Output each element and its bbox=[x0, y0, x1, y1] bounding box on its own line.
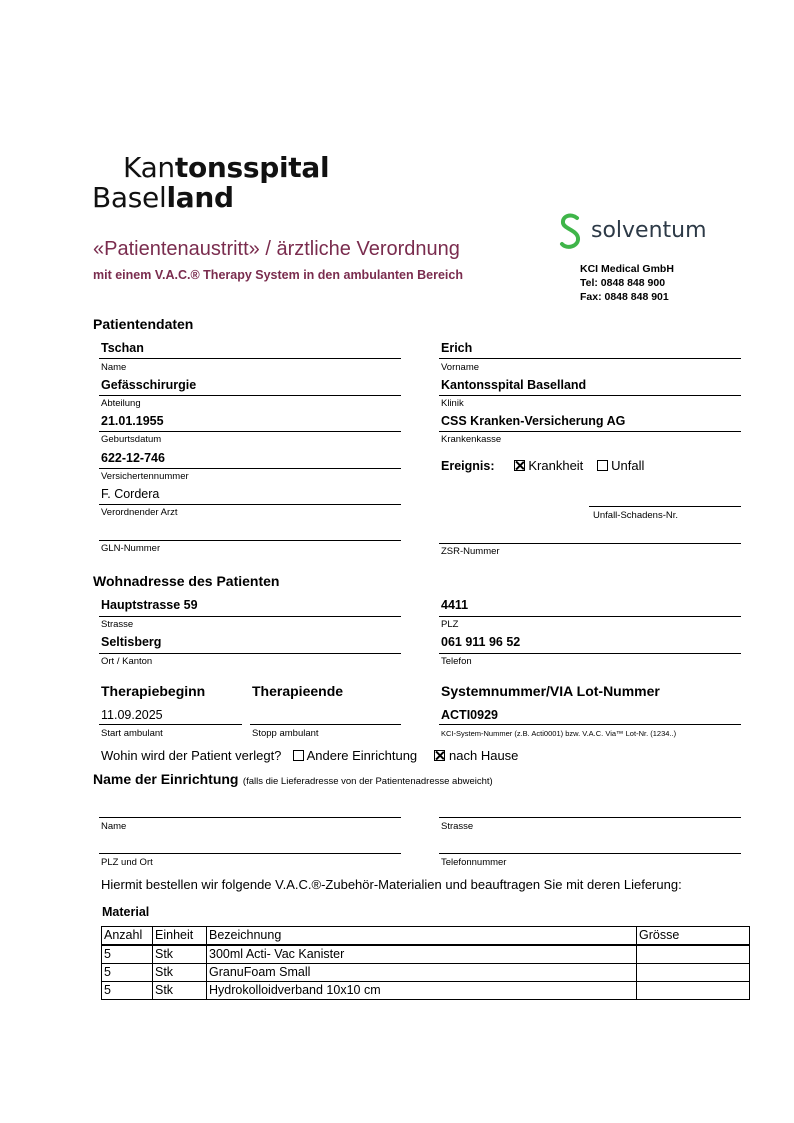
label-zsr: ZSR-Nummer bbox=[441, 546, 500, 557]
cell-groesse[interactable] bbox=[637, 964, 750, 982]
cell-bezeichnung[interactable]: GranuFoam Small bbox=[207, 964, 637, 982]
label-krankenkasse: Krankenkasse bbox=[441, 434, 502, 445]
telefon-value[interactable]: 061 911 96 52 bbox=[441, 635, 521, 649]
label-klinik: Klinik bbox=[441, 398, 464, 409]
cell-anzahl[interactable]: 5 bbox=[102, 982, 153, 1000]
label-versichertennummer: Versichertennummer bbox=[101, 471, 189, 482]
andere-einrichtung-label: Andere Einrichtung bbox=[306, 748, 418, 763]
label-unfall-nr: Unfall-Schadens-Nr. bbox=[593, 510, 679, 521]
beginn-value[interactable]: 11.09.2025 bbox=[101, 708, 163, 722]
label-system: KCI-System-Nummer (z.B. Acti0001) bzw. V.A.C. Via™ Lot-Nr. (1234..) bbox=[441, 729, 677, 738]
versichertennummer-value[interactable]: 622-12-746 bbox=[101, 451, 165, 465]
geburtsdatum-value[interactable]: 21.01.1955 bbox=[101, 414, 164, 428]
label-facility-strasse: Strasse bbox=[441, 821, 474, 832]
document-subtitle: mit einem V.A.C.® Therapy System in den ambulanten Bereich bbox=[93, 268, 463, 282]
company-tel: Tel: 0848 848 900 bbox=[580, 277, 666, 289]
line bbox=[439, 543, 741, 544]
company-fax: Fax: 0848 848 901 bbox=[580, 291, 669, 303]
verlegt-question: Wohin wird der Patient verlegt? bbox=[101, 748, 282, 763]
line bbox=[439, 724, 741, 725]
label-facility-name: Name bbox=[101, 821, 127, 832]
label-ort: Ort / Kanton bbox=[101, 656, 153, 667]
label-vorname: Vorname bbox=[441, 362, 480, 373]
label-facility-telefon: Telefonnummer bbox=[441, 857, 507, 868]
material-table bbox=[101, 926, 750, 1000]
abteilung-value[interactable]: Gefässchirurgie bbox=[101, 378, 197, 392]
solventum-logo-icon bbox=[557, 212, 587, 252]
facility-note: (falls die Lieferadresse von der Patientenadresse abweicht) bbox=[242, 776, 493, 787]
krankheit-label: Krankheit bbox=[528, 458, 584, 473]
col-anzahl: Anzahl bbox=[102, 927, 153, 946]
line bbox=[439, 616, 741, 617]
label-geburtsdatum: Geburtsdatum bbox=[101, 434, 162, 445]
line bbox=[439, 395, 741, 396]
table-header-row bbox=[102, 927, 750, 946]
verlegt-row bbox=[101, 748, 518, 763]
line bbox=[439, 853, 741, 854]
label-arzt: Verordnender Arzt bbox=[101, 507, 178, 518]
nach-hause-label: nach Hause bbox=[449, 748, 519, 763]
label-gln: GLN-Nummer bbox=[101, 543, 161, 554]
therapiebeginn-heading: Therapiebeginn bbox=[101, 683, 206, 699]
label-telefon: Telefon bbox=[441, 656, 472, 667]
table-row bbox=[102, 982, 750, 1000]
line bbox=[439, 817, 741, 818]
patient-name-value[interactable]: Tschan bbox=[101, 341, 144, 355]
cell-groesse[interactable] bbox=[637, 945, 750, 964]
company-info bbox=[580, 262, 674, 304]
col-groesse: Grösse bbox=[637, 927, 750, 946]
label-abteilung: Abteilung bbox=[101, 398, 141, 409]
unfall-checkbox[interactable] bbox=[597, 460, 608, 471]
label-strasse: Strasse bbox=[101, 619, 134, 630]
therapieende-heading: Therapieende bbox=[252, 683, 344, 699]
line bbox=[99, 540, 401, 541]
line bbox=[99, 853, 401, 854]
brand-name: solventum bbox=[591, 218, 707, 243]
facility-heading bbox=[93, 771, 493, 789]
line bbox=[439, 431, 741, 432]
line bbox=[99, 504, 401, 505]
krankheit-checkbox[interactable] bbox=[514, 460, 525, 471]
cell-anzahl[interactable]: 5 bbox=[102, 964, 153, 982]
line bbox=[99, 395, 401, 396]
system-value[interactable]: ACTI0929 bbox=[441, 708, 498, 722]
cell-bezeichnung[interactable]: 300ml Acti- Vac Kanister bbox=[207, 945, 637, 964]
line bbox=[99, 616, 401, 617]
line bbox=[99, 817, 401, 818]
label-name: Name bbox=[101, 362, 127, 373]
label-facility-plz: PLZ und Ort bbox=[101, 857, 153, 868]
unfall-label: Unfall bbox=[611, 458, 645, 473]
ereignis-row bbox=[441, 458, 644, 473]
ort-value[interactable]: Seltisberg bbox=[101, 635, 162, 649]
patient-vorname-value[interactable]: Erich bbox=[441, 341, 473, 355]
line bbox=[99, 358, 401, 359]
cell-einheit[interactable]: Stk bbox=[153, 945, 207, 964]
section-address: Wohnadresse des Patienten bbox=[93, 573, 280, 589]
klinik-value[interactable]: Kantonsspital Baselland bbox=[441, 378, 587, 392]
order-text: Hiermit bestellen wir folgende V.A.C.®-Zubehör-Materialien und beauftragen Sie mit deren Lieferung: bbox=[101, 877, 682, 892]
hospital-logo-line2: Baselland bbox=[92, 181, 234, 214]
company-name: KCI Medical GmbH bbox=[580, 263, 674, 275]
cell-groesse[interactable] bbox=[637, 982, 750, 1000]
line bbox=[439, 653, 741, 654]
cell-anzahl[interactable]: 5 bbox=[102, 945, 153, 964]
krankenkasse-value[interactable]: CSS Kranken-Versicherung AG bbox=[441, 414, 626, 428]
arzt-value[interactable]: F. Cordera bbox=[101, 487, 160, 501]
section-patient: Patientendaten bbox=[93, 316, 194, 332]
line bbox=[589, 506, 741, 507]
line bbox=[99, 653, 401, 654]
table-row bbox=[102, 945, 750, 964]
label-beginn: Start ambulant bbox=[101, 728, 163, 739]
ereignis-label: Ereignis: bbox=[441, 459, 495, 473]
nach-hause-checkbox[interactable] bbox=[434, 750, 445, 761]
label-ende: Stopp ambulant bbox=[252, 728, 319, 739]
andere-einrichtung-checkbox[interactable] bbox=[293, 750, 304, 761]
system-heading: Systemnummer/VIA Lot-Nummer bbox=[441, 683, 660, 699]
document-title: «Patientenaustritt» / ärztliche Verordnung bbox=[93, 238, 460, 260]
line bbox=[99, 468, 401, 469]
material-heading: Material bbox=[102, 905, 150, 919]
section-facility: Name der Einrichtung bbox=[93, 771, 239, 787]
hospital-logo: Kantonsspital bbox=[123, 151, 330, 184]
col-einheit: Einheit bbox=[153, 927, 207, 946]
label-plz: PLZ bbox=[441, 619, 459, 630]
strasse-value[interactable]: Hauptstrasse 59 bbox=[101, 598, 198, 612]
line bbox=[99, 431, 401, 432]
cell-einheit[interactable]: Stk bbox=[153, 982, 207, 1000]
cell-bezeichnung[interactable]: Hydrokolloidverband 10x10 cm bbox=[207, 982, 637, 1000]
table-row bbox=[102, 964, 750, 982]
line bbox=[99, 724, 242, 725]
plz-value[interactable]: 4411 bbox=[441, 598, 469, 612]
col-bezeichnung: Bezeichnung bbox=[207, 927, 637, 946]
line bbox=[250, 724, 401, 725]
cell-einheit[interactable]: Stk bbox=[153, 964, 207, 982]
line bbox=[439, 358, 741, 359]
